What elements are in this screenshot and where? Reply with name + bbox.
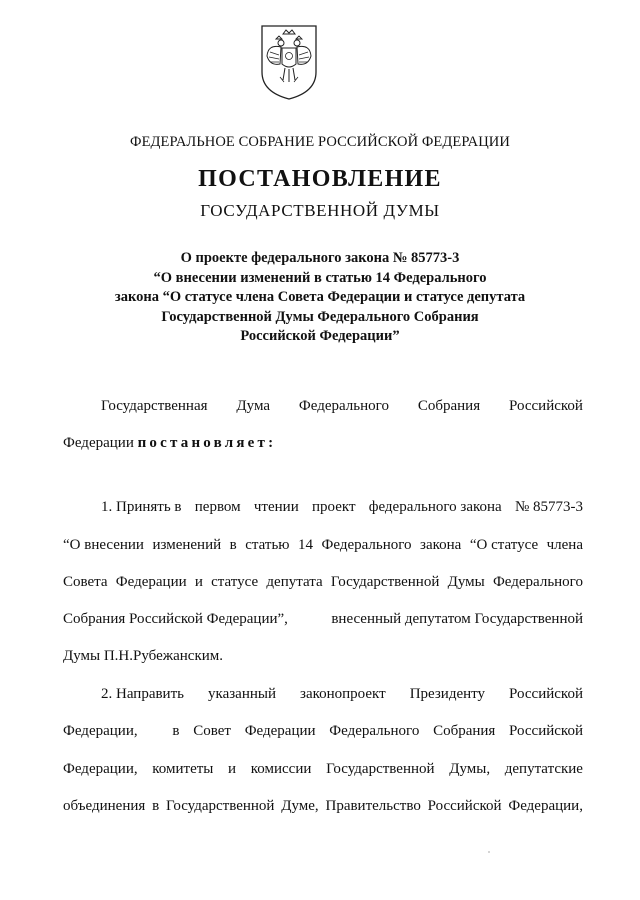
word: указанный [208, 686, 276, 702]
item2-line [101, 686, 583, 703]
word: объединения [63, 798, 146, 814]
issuing-body: ГОСУДАРСТВЕННОЙ ДУМЫ [200, 201, 440, 220]
word: и [194, 574, 203, 590]
word: Федерального [321, 537, 412, 553]
word: Государственной [330, 574, 440, 590]
word: законопроект [300, 686, 386, 702]
word: Государственной [165, 798, 275, 814]
item1-line [63, 574, 583, 591]
word: изменений [152, 537, 222, 553]
item1-line [63, 611, 583, 628]
word: “О внесении [63, 537, 144, 553]
document-subject [90, 249, 550, 347]
subject-line: Государственной Думы Федерального Собрания [161, 308, 479, 325]
word: Федерации [115, 574, 187, 590]
word: в [152, 798, 160, 814]
item1-line: Думы П.Н.Рубежанским. [63, 648, 224, 664]
word: федерального закона [368, 499, 502, 515]
assembly-heading: ФЕДЕРАЛЬНОЕ СОБРАНИЕ РОССИЙСКОЙ ФЕДЕРАЦИИ [130, 134, 510, 150]
coat-of-arms-icon [258, 22, 320, 102]
item2-line [63, 798, 583, 815]
word: проект [311, 499, 356, 515]
word: Государственная [101, 398, 208, 414]
subject-line: Российской Федерации” [240, 328, 400, 344]
word: Федерального [298, 398, 389, 414]
word: 2. Направить [101, 686, 184, 702]
word: и [228, 761, 237, 777]
coat-of-arms-emblem [258, 22, 320, 102]
word: Собрания [417, 398, 481, 414]
word: 1. Принять в [101, 499, 182, 515]
preamble-line [63, 435, 276, 452]
word: Российской [427, 798, 502, 814]
word: комитеты [152, 761, 214, 777]
word: Думе, [281, 798, 319, 814]
word: внесенный депутатом Государственной [331, 611, 583, 627]
word: Совета [63, 574, 108, 590]
word: Федерации, [63, 761, 138, 777]
word: в Совет Федерации Федерального Собрания Российской [172, 723, 583, 739]
word: 14 [298, 537, 314, 553]
word: Президенту [409, 686, 486, 702]
word: “О статусе [469, 537, 539, 553]
word: в [229, 537, 237, 553]
preamble-line [101, 398, 583, 415]
word: № 85773-3 [514, 499, 583, 515]
word: члена [546, 537, 583, 553]
word: Дума [236, 398, 271, 414]
word: Правительство [325, 798, 421, 814]
word: Государственной [326, 761, 435, 777]
resolves-verb: постановляет: [137, 435, 277, 451]
subject-line: закона “О статусе члена Совета Федерации и статусе депутата [114, 289, 526, 305]
word: Собрания Российской Федерации”, [63, 611, 288, 627]
subject-line: О проекте федерального закона № 85773-3 [180, 250, 460, 266]
word: Российской [509, 398, 583, 414]
word: чтении [253, 499, 299, 515]
word: комиссии [250, 761, 312, 777]
word: Думы, [449, 761, 491, 777]
item2-line [63, 761, 583, 778]
word: статью [245, 537, 290, 553]
word: Федерального [492, 574, 583, 590]
preamble-prefix: Федерации [63, 435, 134, 451]
word: депутата [266, 574, 323, 590]
word: закона [420, 537, 462, 553]
document-type: ПОСТАНОВЛЕНИЕ [198, 166, 442, 192]
word: депутатские [504, 761, 583, 777]
word: Федерации, [508, 798, 583, 814]
item1-line [63, 537, 583, 554]
word: Российской [509, 686, 583, 702]
word: Думы [447, 574, 485, 590]
item1-line [101, 499, 583, 516]
word: Федерации, [63, 723, 138, 739]
scan-speck [488, 851, 490, 853]
subject-line: “О внесении изменений в статью 14 Федерального [153, 269, 487, 286]
item2-line [63, 723, 583, 740]
word: первом [194, 499, 241, 515]
word: статусе [211, 574, 259, 590]
